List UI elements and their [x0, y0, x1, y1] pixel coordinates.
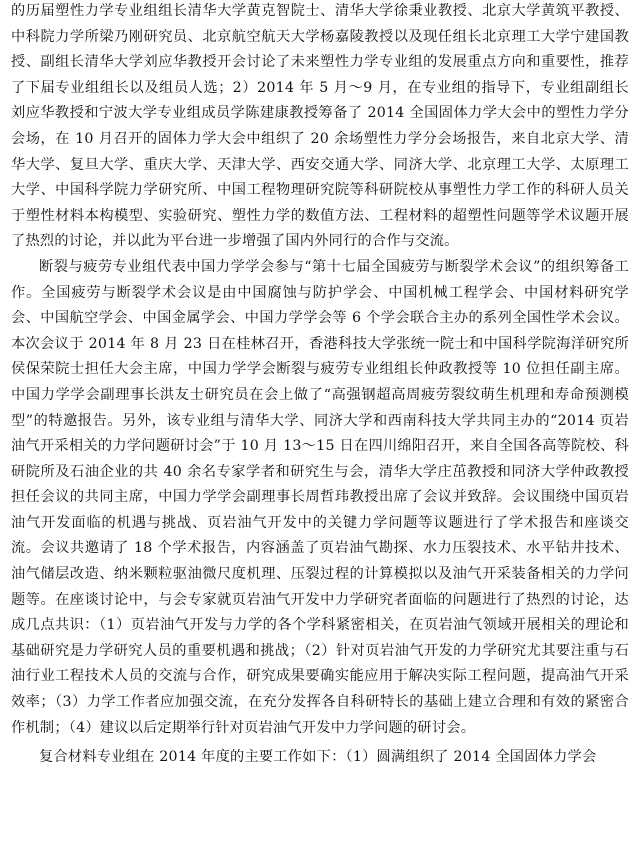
paragraph-plasticity-group: 的历届塑性力学专业组组长清华大学黄克智院士、清华大学徐秉业教授、北京大学黄筑平教授、中科院力学所梁乃刚研究员、北京航空航天大学杨嘉陵教授以及现任组长北京理工大学宁建国教授、副组长清华大学刘应华教授开会讨论了未来塑性力学专业组的发展重点方向和重要性，推荐了下届专业组组长以及组员人选；2）2014 年 5 月～9 月，在专业组的指导下，专业组副组长刘应华教授和宁波大学专业组成员学陈建康教授筹备了 2014 全国固体力学大会中的塑性力学分会场，在 10 月召开的固体力学大会中组织了 20 余场塑性力学分会场报告，来自北京大学、清华大学、复旦大学、重庆大学、天津大学、西安交通大学、同济大学、北京理工大学、太原理工大学、中国科学院力学研究所、中国工程物理研究院等科研院校从事塑性力学工作的科研人员关于塑性材料本构模型、实验研究、塑性力学的数值方法、工程材料的超塑性问题等学术议题开展了热烈的讨论，并以此为平台进一步增强了国内外同行的合作与交流。: [11, 3, 629, 250]
paragraph-composite-materials-group: 复合材料专业组在 2014 年度的主要工作如下：（1）圆满组织了 2014 全国固体力学会: [39, 749, 597, 766]
paragraph-fracture-fatigue-group: 断裂与疲劳专业组代表中国力学学会参与“第十七届全国疲劳与断裂学术会议”的组织筹备工作。全国疲劳与断裂学术会议是由中国腐蚀与防护学会、中国机械工程学会、中国材料研究学会、中国航空学会、中国金属学会、中国力学学会等 6 个学会联合主办的系列全国性学术会议。本次会议于 2014 年 8 月 23 日在桂林召开，香港科技大学张统一院士和中国科学院海洋研究所侯保荣院士担任大会主席，中国力学学会断裂与疲劳专业组组长仲政教授等 10 位担任副主席。中国力学学会副理事长洪友士研究员在会上做了“高强钢超高周疲劳裂纹萌生机理和寿命预测模型”的特邀报告。另外，该专业组与清华大学、同济大学和西南科技大学共同主办的“2014 页岩油气开采相关的力学问题研讨会”于 10 月 13～15 日在四川绵阳召开，来自全国各高等院校、科研院所及石油企业的共 40 余名专家学者和研究生与会，清华大学庄茁教授和同济大学仲政教授担任会议的共同主席，中国力学学会副理事长周哲玮教授出席了会议并致辞。会议围绕中国页岩油气开发面临的机遇与挑战、页岩油气开发中的关键力学问题等议题进行了学术报告和座谈交流。会议共邀请了 18 个学术报告，内容涵盖了页岩油气勘探、水力压裂技术、水平钻井技术、油气储层改造、纳米颗粒驱油微尺度机理、压裂过程的计算模拟以及油气开采装备相关的力学问题等。在座谈讨论中，与会专家就页岩油气开发中力学研究者面临的问题进行了热烈的讨论，达成几点共识：（1）页岩油气开发与力学的各个学科紧密相关，在页岩油气领域开展相关的理论和基础研究是力学研究人员的重要机遇和挑战；（2）针对页岩油气开发的力学研究尤其要注重与石油行业工程技术人员的交流与合作，研究成果要确实能应用于解决实际工程问题，提高油气开采效率；（3）力学工作者应加强交流，在充分发挥各自科研特长的基础上建立合理和有效的紧密合作机制；（4）建议以后定期举行针对页岩油气开发中力学问题的研讨会。: [11, 258, 629, 736]
